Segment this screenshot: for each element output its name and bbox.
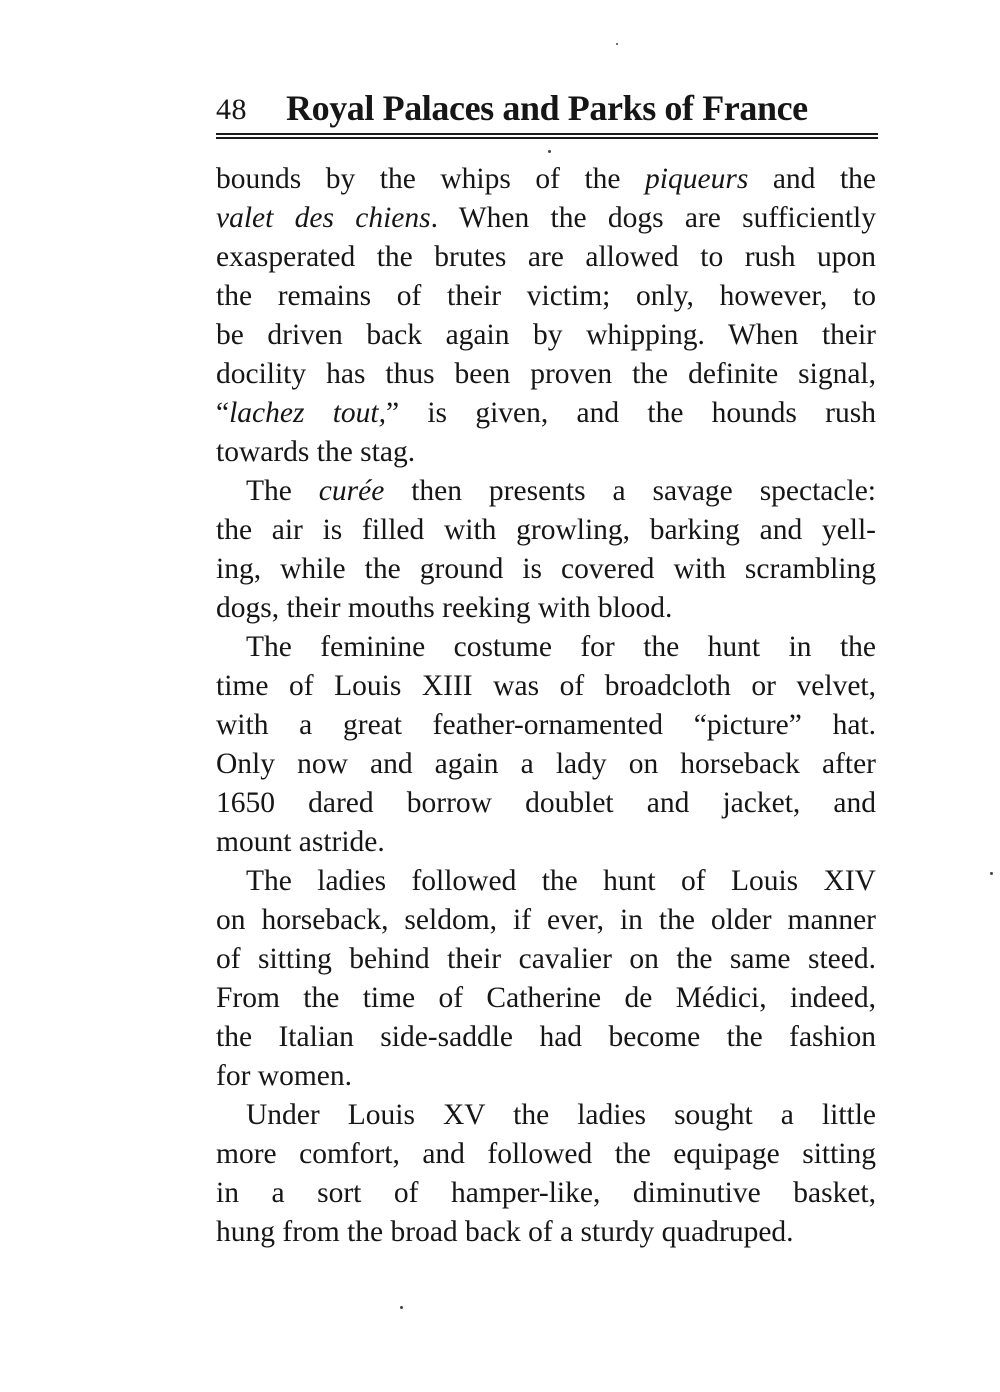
text-line: exasperated the brutes are allowed to rush upon bbox=[216, 241, 876, 273]
scan-speck bbox=[990, 872, 993, 875]
text-line: with a great feather-ornamented “picture” hat. bbox=[216, 709, 876, 741]
scan-speck bbox=[548, 150, 551, 153]
text-line: The curée then presents a savage spectacle: bbox=[246, 475, 876, 507]
text-line: of sitting behind their cavalier on the same steed. bbox=[216, 943, 876, 975]
text-line: the remains of their victim; only, however, to bbox=[216, 280, 876, 312]
text-line: time of Louis XIII was of broadcloth or velvet, bbox=[216, 670, 876, 702]
text-line: The ladies followed the hunt of Louis XIV bbox=[246, 865, 876, 897]
italic-term: curée bbox=[318, 475, 385, 507]
scan-speck bbox=[616, 43, 618, 45]
text-line: mount astride. bbox=[216, 826, 385, 858]
scan-speck bbox=[400, 1306, 403, 1309]
text-line: From the time of Catherine de Médici, indeed, bbox=[216, 982, 876, 1014]
paragraph bbox=[216, 1096, 876, 1252]
italic-term: piqueurs bbox=[645, 163, 749, 195]
text-line: in a sort of hamper-like, diminutive basket, bbox=[216, 1177, 876, 1209]
paragraph bbox=[216, 628, 876, 862]
text-line: the air is filled with growling, barking and yell- bbox=[216, 514, 876, 546]
italic-term: valet des chiens bbox=[216, 202, 431, 234]
text-line: hung from the broad back of a sturdy quadruped. bbox=[216, 1216, 794, 1248]
text-line: Under Louis XV the ladies sought a little bbox=[246, 1099, 876, 1131]
page-number: 48 bbox=[216, 93, 247, 126]
text-line: ing, while the ground is covered with scrambling bbox=[216, 553, 876, 585]
running-title: Royal Palaces and Parks of France bbox=[286, 88, 808, 128]
text-line: bounds by the whips of the piqueurs and the bbox=[216, 163, 876, 195]
header-double-rule bbox=[216, 133, 878, 139]
text-line: be driven back again by whipping. When their bbox=[216, 319, 876, 351]
text-line: towards the stag. bbox=[216, 436, 416, 468]
text-line: for women. bbox=[216, 1060, 352, 1092]
paragraph bbox=[216, 160, 876, 472]
text-line: Only now and again a lady on horseback after bbox=[216, 748, 876, 780]
text-line: the Italian side-saddle had become the fashion bbox=[216, 1021, 876, 1053]
text-line: “lachez tout,” is given, and the hounds rush bbox=[216, 397, 876, 429]
italic-term: lachez tout, bbox=[229, 397, 386, 429]
text-line: The feminine costume for the hunt in the bbox=[246, 631, 876, 663]
paragraph bbox=[216, 472, 876, 628]
text-line: more comfort, and followed the equipage sitting bbox=[216, 1138, 876, 1170]
text-line: 1650 dared borrow doublet and jacket, and bbox=[216, 787, 876, 819]
text-line: on horseback, seldom, if ever, in the older manner bbox=[216, 904, 876, 936]
text-line: dogs, their mouths reeking with blood. bbox=[216, 592, 673, 624]
text-line: valet des chiens. When the dogs are sufficiently bbox=[216, 202, 876, 234]
running-head bbox=[216, 86, 878, 130]
body-text bbox=[216, 160, 876, 1252]
paragraph bbox=[216, 862, 876, 1096]
text-line: docility has thus been proven the definite signal, bbox=[216, 358, 876, 390]
